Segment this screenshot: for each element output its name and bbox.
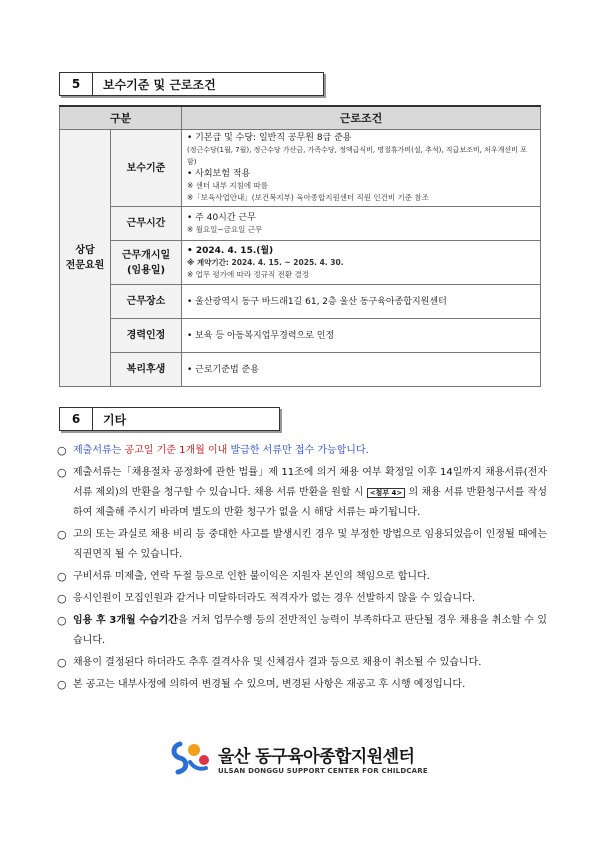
item-text-part: 의 채용 서류 반환청구서를 작성하여 제출해 주시기 바라며 별도의 반환 청구가 없을 시 해당 서류는 파기됩니다.	[73, 487, 547, 518]
value-welfare	[182, 353, 541, 387]
notice-list	[57, 441, 547, 697]
item-text: 구비서류 미제출, 연락 두절 등으로 인한 불이익은 지원자 본인의 책임으로 합니다.	[73, 571, 430, 582]
logo-symbol-icon	[170, 738, 212, 778]
section-title: 기타	[93, 407, 280, 431]
start-label-line1: 근무개시일	[121, 249, 171, 261]
bullet-circle: ○	[57, 592, 67, 605]
table-row	[60, 353, 541, 387]
item-text-part: 제출서류는「채용절차 공정화에 관한 법률」제 11조에 의거 채용 여부 확정일 이후 14일까지 채용서류(전자서류 제외)의 반환을 청구할 수 있습니다. 채용 서류 반환을 원할 시	[73, 467, 547, 498]
table-row	[60, 207, 541, 241]
item-text: 채용이 결정된다 하더라도 추후 결격사유 및 신체검사 결과 등으로 채용이 취소될 수 있습니다.	[73, 657, 482, 668]
bullet-circle: ○	[57, 466, 67, 479]
value-pay	[182, 130, 541, 207]
table-row	[60, 241, 541, 285]
list-item	[57, 653, 547, 673]
logo-name-english: ULSAN DONGGU SUPPORT CENTER FOR CHILDCARE	[218, 766, 428, 775]
item-text-part: 을 거쳐 업무수행 등의 전반적인 능력이 부족하다고 판단될 경우 채용을 취소할 수 있습니다.	[73, 615, 548, 646]
item-text: 고의 또는 과실로 채용 비리 등 중대한 사고를 발생시킨 경우 및 부정한 방법으로 임용되었음이 인정될 때에는 직권면직 될 수 있습니다.	[73, 529, 547, 560]
logo-name-korean: 울산 동구육아종합지원센터	[218, 746, 415, 767]
hours-line1: • 주 40시간 근무	[187, 212, 256, 223]
welfare-line1: • 근로기준법 준용	[187, 364, 259, 375]
work-conditions-table	[59, 105, 541, 387]
table-row	[60, 285, 541, 319]
pay-line4: ※ 센터 내부 지침에 따름	[187, 181, 269, 190]
bullet-circle: ○	[57, 528, 67, 541]
label-start	[111, 241, 182, 285]
table-row	[60, 130, 541, 207]
list-item	[57, 463, 547, 523]
list-item	[57, 441, 547, 461]
list-item	[57, 675, 547, 695]
place-line1: • 울산광역시 동구 바드래1길 61, 2층 울산 동구육아종합지원센터	[187, 296, 447, 307]
section-number: 5	[59, 72, 93, 96]
label-welfare: 복리후생	[111, 353, 182, 387]
pay-line3: • 사회보험 적용	[187, 169, 251, 179]
item-text	[73, 441, 547, 461]
attachment-badge: <첨부 4>	[367, 488, 406, 498]
start-line1: • 2024. 4. 15.(월)	[187, 245, 274, 256]
start-line3: ※ 업무 평가에 따라 정규직 전환 결정	[187, 269, 310, 279]
center-logo	[170, 738, 428, 778]
label-hours: 근무시간	[111, 207, 182, 241]
category-line1: 상담	[75, 245, 95, 256]
item-text-part: 발급한 서류만 접수 가능합니다.	[227, 445, 369, 456]
value-career	[182, 319, 541, 353]
item-highlight: 공고일 기준 1개월 이내	[124, 445, 228, 456]
category-line2: 전문요원	[65, 260, 105, 271]
label-place: 근무장소	[111, 285, 182, 319]
section-5-header	[59, 72, 324, 96]
logo-text	[218, 742, 428, 775]
value-place	[182, 285, 541, 319]
bullet-circle: ○	[57, 570, 67, 583]
start-label-line2: (임용일)	[126, 264, 166, 276]
section-number: 6	[59, 407, 93, 431]
list-item	[57, 525, 547, 565]
section-title: 보수기준 및 근로조건	[93, 72, 324, 96]
table-header-row	[60, 106, 541, 130]
section-6-header	[59, 407, 280, 431]
pay-line2: (정근수당(1월, 7월), 정근수당 가산금, 가족수당, 정액급식비, 명절휴가비(설, 추석), 직급보조비, 처우개선비 포함)	[187, 146, 527, 166]
list-item	[57, 589, 547, 609]
start-line2: ※ 계약기간: 2024. 4. 15. ~ 2025. 4. 30.	[187, 257, 344, 267]
item-text: 본 공고는 내부사정에 의하여 변경될 수 있으며, 변경된 사항은 재공고 후 시행 예정입니다.	[73, 679, 466, 690]
career-line1: • 보육 등 아동복지업무경력으로 인정	[187, 330, 335, 341]
item-text-part: 제출서류는	[73, 445, 125, 456]
category-cell	[60, 130, 111, 387]
item-text	[73, 463, 547, 523]
header-conditions: 근로조건	[182, 106, 541, 130]
item-text	[73, 611, 547, 651]
value-start	[182, 241, 541, 285]
header-category: 구분	[60, 106, 182, 130]
table-row	[60, 319, 541, 353]
bullet-circle: ○	[57, 656, 67, 669]
pay-line1: • 기본급 및 수당: 일반직 공무원 8급 준용	[187, 133, 352, 143]
item-text: 응시인원이 모집인원과 같거나 미달하더라도 적격자가 없는 경우 선발하지 않을 수 있습니다.	[73, 593, 476, 604]
label-career: 경력인정	[111, 319, 182, 353]
bullet-circle: ○	[57, 444, 67, 457]
hours-line2: ※ 월요일~금요일 근무	[187, 224, 263, 234]
bullet-circle: ○	[57, 678, 67, 691]
item-bold: 임용 후 3개월 수습기간	[73, 615, 178, 626]
list-item	[57, 567, 547, 587]
list-item	[57, 611, 547, 651]
logo-mark-icon	[170, 738, 212, 778]
bullet-circle: ○	[57, 614, 67, 627]
pay-line5: ※「보육사업안내」(보건복지부) 육아종합지원센터 직원 인건비 기준 참조	[187, 193, 429, 202]
value-hours	[182, 207, 541, 241]
label-pay: 보수기준	[111, 130, 182, 207]
